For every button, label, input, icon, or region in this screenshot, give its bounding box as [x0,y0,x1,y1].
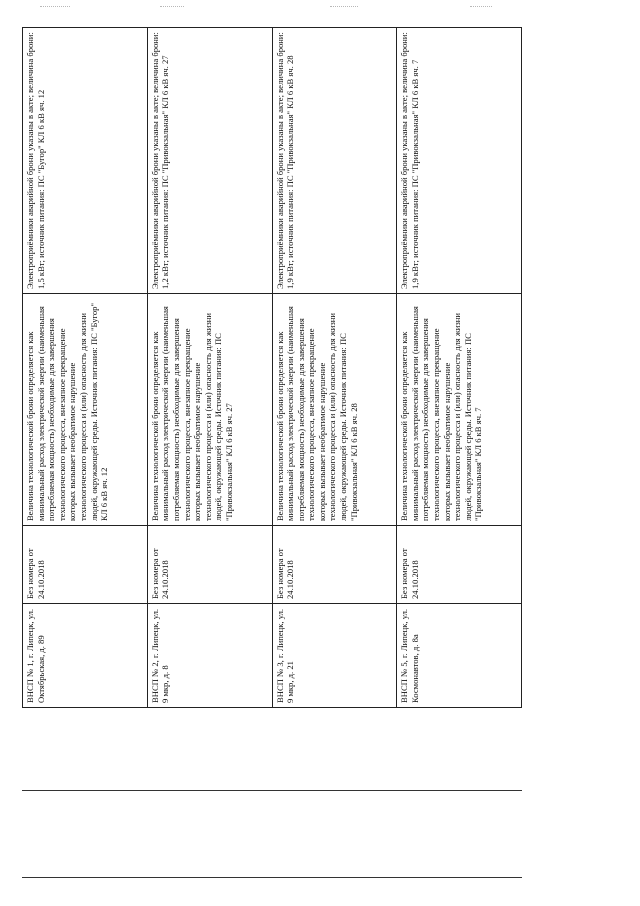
tech-reserve-cell: Величина технологической брони определяется как минимальный расход электрической энергии (наименьшая потребляемая мощность) необходимые для завершения технологического процесса, внезапное прекращение которых вызывает необратимое нарушение технологического процесса и (или) опасность для жизни людей, окружающей среды. Источник питания: ПС "Привокзальная" КЛ 6 кВ яч. 27 [147,294,272,526]
scan-artifact [470,6,492,8]
tech-reserve-cell: Величина технологической брони определяется как минимальный расход электрической энергии (наименьшая потребляемая мощность) необходимые для завершения технологического процесса, внезапное прекращение которых вызывает необратимое нарушение технологического процесса и (или) опасность для жизни людей, окружающей среды. Источник питания: ПС "Привокзальная" КЛ 6 кВ яч. 7 [397,294,522,526]
rotated-table-container [22,28,522,708]
scan-artifact [330,6,358,8]
act-cell: Без номера от 24.10.2018 [272,526,397,604]
act-cell: Без номера от 24.10.2018 [397,526,522,604]
table-row [397,28,522,708]
object-cell: ВНСП № 5, г. Липецк, ул. Космонавтов, д. 8а [397,604,522,708]
table-row [23,28,148,708]
act-cell: Без номера от 24.10.2018 [147,526,272,604]
tech-reserve-cell: Величина технологической брони определяется как минимальный расход электрической энергии (наименьшая потребляемая мощность) необходимые для завершения технологического процесса, внезапное прекращение которых вызывает необратимое нарушение технологического процесса и (или) опасность для жизни людей, окружающей среды. Источник питания: ПС "Привокзальная" КЛ 6 кВ яч. 28 [272,294,397,526]
reserve-table [22,27,522,708]
emergency-reserve-cell: Электроприёмники аварийной брони указаны в акте; величина брони: 1,9 кВт; источник питания: ПС "Привокзальная" КЛ 6 кВ яч. 28 [272,28,397,294]
emergency-reserve-cell: Электроприёмники аварийной брони указаны в акте; величина брони: 1,9 кВт; источник питания: ПС "Привокзальная" КЛ 6 кВ яч. 7 [397,28,522,294]
tech-reserve-cell: Величина технологической брони определяется как минимальный расход электрической энергии (наименьшая потребляемая мощность) необходимые для завершения технологического процесса, внезапное прекращение которых вызывает необратимое нарушение технологического процесса и (или) опасность для жизни людей, окружающей среды. Источник питания: ПС "Бугор" КЛ 6 кВ яч. 12 [23,294,148,526]
table-row [272,28,397,708]
rotated-table-wrapper [22,28,522,708]
object-cell: ВНСП № 2, г. Липецк, ул. 9 мкр, д. 8 [147,604,272,708]
scan-artifact [40,6,70,8]
scan-artifact [160,6,184,8]
object-cell: ВНСП № 1, г. Липецк, ул. Октябрьская, д. 89 [23,604,148,708]
act-cell: Без номера от 24.10.2018 [23,526,148,604]
table-row [147,28,272,708]
divider-line [22,790,522,791]
emergency-reserve-cell: Электроприёмники аварийной брони указаны в акте; величина брони: 1,2 кВт; источник питания: ПС "Привокзальная" КЛ 6 кВ яч. 27 [147,28,272,294]
emergency-reserve-cell: Электроприёмники аварийной брони указаны в акте; величина брони: 1,5 кВт; источник питания: ПС "Бугор" КЛ 6 кВ яч. 12 [23,28,148,294]
object-cell: ВНСП № 3, г. Липецк, ул. 9 мкр, д. 21 [272,604,397,708]
divider-line [22,877,522,878]
